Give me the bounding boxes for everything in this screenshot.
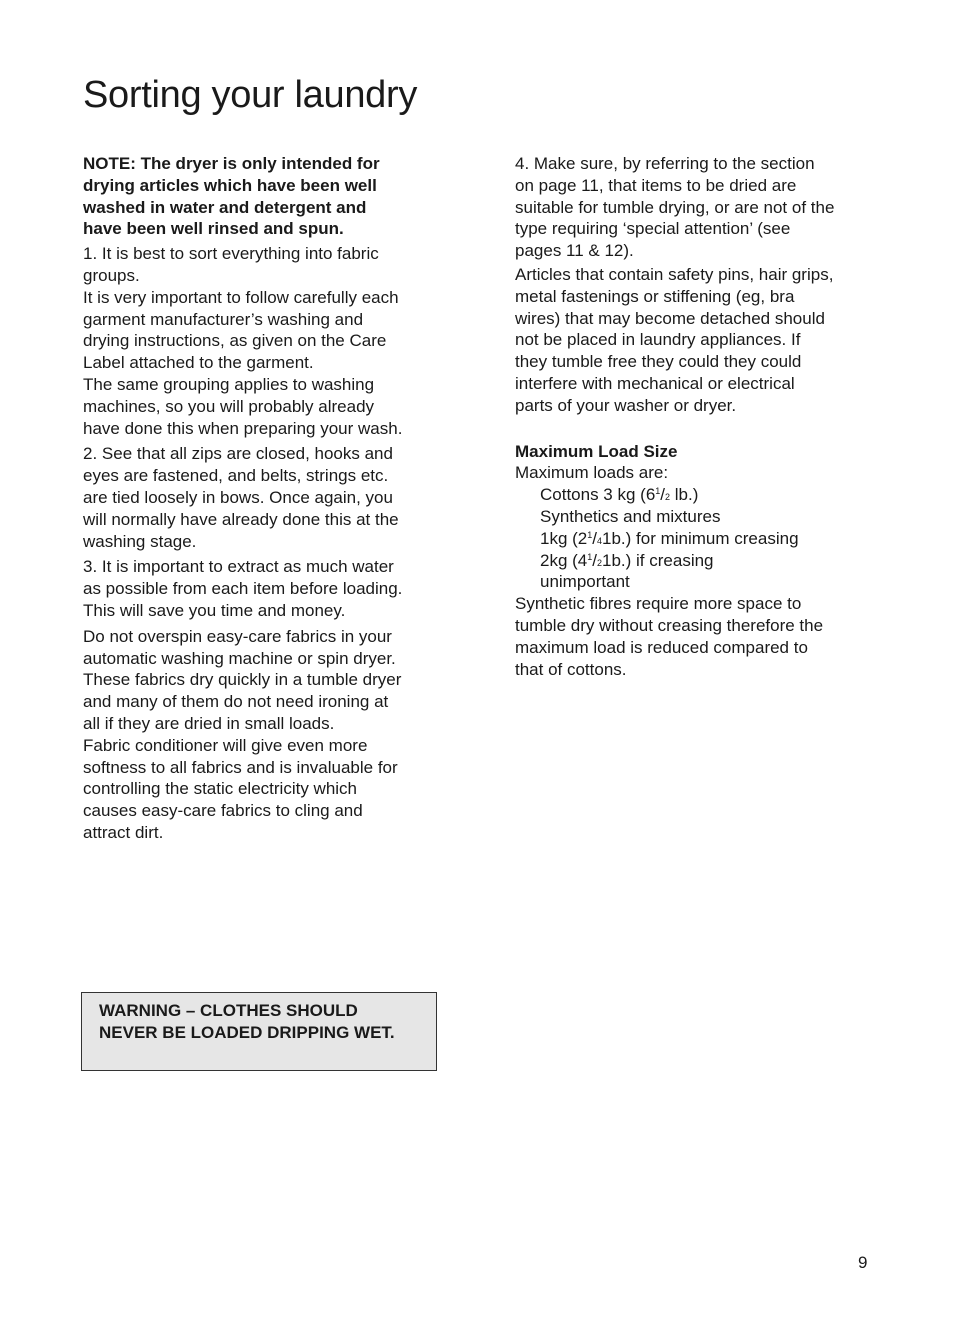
overspin-paragraph: Do not overspin easy-care fabrics in your automatic washing machine or spin dryer. These fabrics dry quickly in a tumble dryer and many of them do not need ironing at all if they are dried in small loads.: [83, 626, 402, 733]
left-column: [83, 153, 403, 844]
synthetics-label: Synthetics and mixtures: [540, 506, 721, 526]
step-1-sort-fabrics: 1. It is best to sort everything into fabric groups.: [83, 244, 379, 285]
warning-box: [81, 992, 437, 1071]
step-4-check-items: 4. Make sure, by referring to the section on page 11, that items to be dried are suitable for tumble drying, or are not of the type requiring ‘special attention’ (see pages 11 & 12).: [515, 154, 835, 261]
grouping-paragraph: The same grouping applies to washing machines, so you will probably already have done this when preparing your wash.: [83, 374, 403, 438]
dryer-note: NOTE: The dryer is only intended for drying articles which have been well washed in water and detergent and have been well rinsed and spun.: [83, 154, 380, 239]
care-label-paragraph: It is very important to follow carefully each garment manufacturer’s washing and drying instructions, as given on the Care Label attached to the garment.: [83, 287, 399, 373]
safety-pins-paragraph: Articles that contain safety pins, hair grips, metal fastenings or stiffening (eg, bra wires) that may become detached should not be placed in laundry appliances. If they tumble free they could they could interfere with mechanical or electrical parts of your washer or dryer.: [515, 264, 834, 415]
right-column: [515, 153, 837, 680]
step-3-extract-water: 3. It is important to extract as much water as possible from each item before loading. This will save you time and money.: [83, 557, 403, 620]
unimportant-label: unimportant: [540, 572, 630, 592]
synthetics-load-2: 2kg $(4^1/21b.)$ if creasing: [540, 550, 714, 570]
cottons-load: Cottons 3 kg ($6^1/2$ lb.): [540, 485, 699, 505]
warning-text: WARNING – CLOTHES SHOULD NEVER BE LOADED DRIPPING WET.: [99, 1001, 395, 1042]
step-2-zips-closed: 2. See that all zips are closed, hooks and eyes are fastened, and belts, strings etc. are tied loosely in bows. Once again, you will normally have already done this at the washing stage.: [83, 444, 399, 551]
page-title: Sorting your laundry: [83, 74, 418, 116]
max-load-heading: Maximum Load Size: [515, 441, 678, 461]
synthetics-load-1: 1kg $(2^1/41b.)$ for minimum creasing: [540, 528, 799, 548]
page-number: 9: [858, 1253, 868, 1272]
synthetic-fibres-paragraph: Synthetic fibres require more space to tumble dry without creasing therefore the maximum load is reduced compared to that of cottons.: [515, 594, 824, 679]
fabric-conditioner-paragraph: Fabric conditioner will give even more softness to all fabrics and is invaluable for controlling the static electricity which causes easy-care fabrics to cling and attract dirt.: [83, 735, 398, 842]
max-load-intro: Maximum loads are:: [515, 463, 669, 483]
